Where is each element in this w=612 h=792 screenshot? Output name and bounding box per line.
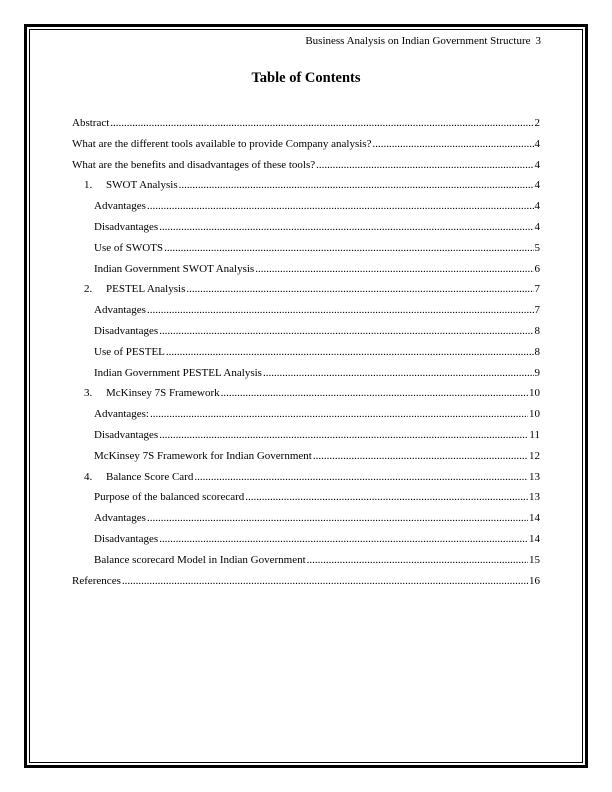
toc-entry[interactable] [72,117,540,138]
toc-entry-text: Disadvantages [94,324,159,337]
toc-entry-text: Indian Government SWOT Analysis [94,262,255,275]
toc-entry-text: McKinsey 7S Framework [106,387,220,400]
toc-entry-page: 14 [529,532,540,545]
toc-dot-leader [186,283,533,295]
toc-entry[interactable] [72,533,540,554]
toc-dot-leader [159,533,528,545]
toc-entry-number: 3. [84,387,93,400]
toc-entry[interactable] [72,512,540,533]
toc-entry-text: Purpose of the balanced scorecard [94,491,245,504]
toc-entry[interactable] [72,387,540,408]
toc-entry[interactable] [72,221,540,242]
toc-entry-text: What are the benefits and disadvantages of these tools? [72,158,316,171]
toc-entry-text: Disadvantages [94,220,159,233]
toc-dot-leader [255,263,533,275]
toc-entry-page: 7 [534,304,540,317]
toc-entry-text: Use of PESTEL [94,345,165,358]
toc-entry[interactable] [72,283,540,304]
toc-dot-leader [110,117,533,129]
toc-entry[interactable] [72,138,540,159]
table-of-contents [72,117,540,595]
toc-entry-page: 10 [529,387,540,400]
toc-entry-number: 2. [84,283,93,296]
toc-entry-page: 11 [529,428,540,441]
toc-entry[interactable] [72,263,540,284]
toc-title: Table of Contents [251,70,361,86]
page-number: 3 [535,35,541,47]
toc-entry[interactable] [72,575,540,596]
toc-entry-text: Advantages [94,200,146,213]
toc-entry-text: PESTEL Analysis [106,283,186,296]
toc-entry[interactable] [72,408,540,429]
toc-entry-text: Use of SWOTS [94,241,164,254]
toc-entry-text: Advantages [94,512,146,525]
toc-dot-leader [245,491,528,503]
toc-dot-leader [122,575,528,587]
toc-entry-text: Balance Score Card [106,470,194,483]
running-header-title: Business Analysis on Indian Government Structure [305,35,531,47]
toc-dot-leader [221,387,528,399]
toc-entry-page: 14 [529,512,540,525]
toc-dot-leader [150,408,528,420]
toc-entry-text: What are the different tools available to provide Company analysis? [72,137,372,150]
toc-entry-number: 4. [84,470,93,483]
toc-entry-page: 6 [534,262,540,275]
toc-entry[interactable] [72,554,540,575]
toc-entry-text: Disadvantages [94,428,159,441]
toc-dot-leader [147,512,528,524]
toc-dot-leader [159,429,528,441]
toc-dot-leader [313,450,528,462]
toc-dot-leader [159,325,533,337]
toc-entry-page: 9 [534,366,540,379]
toc-dot-leader [179,179,534,191]
toc-entry-page: 2 [534,117,540,129]
toc-entry-page: 8 [534,345,540,358]
toc-dot-leader [194,471,528,483]
toc-entry-number: 1. [84,179,93,192]
toc-dot-leader [159,221,533,233]
toc-dot-leader [307,554,528,566]
toc-entry[interactable] [72,304,540,325]
toc-entry[interactable] [72,471,540,492]
toc-entry[interactable] [72,242,540,263]
toc-entry-text: Balance scorecard Model in Indian Government [94,553,306,566]
toc-entry-page: 13 [529,470,540,483]
toc-entry-page: 8 [534,324,540,337]
toc-entry-page: 13 [529,491,540,504]
toc-dot-leader [166,346,534,358]
toc-dot-leader [147,304,534,316]
toc-entry-page: 4 [534,220,540,233]
toc-entry-text: References [72,574,121,587]
toc-entry[interactable] [72,159,540,180]
toc-entry[interactable] [72,491,540,512]
toc-entry[interactable] [72,429,540,450]
toc-entry-page: 4 [534,200,540,213]
toc-entry[interactable] [72,200,540,221]
toc-dot-leader [164,242,533,254]
toc-entry[interactable] [72,346,540,367]
toc-entry-page: 15 [529,553,540,566]
toc-entry-page: 4 [534,137,540,150]
toc-entry-text: Disadvantages [94,532,159,545]
toc-entry-page: 7 [534,283,540,296]
toc-entry-text: Indian Government PESTEL Analysis [94,366,262,379]
toc-entry-page: 16 [529,574,540,587]
toc-entry[interactable] [72,179,540,200]
toc-entry-page: 10 [529,408,540,421]
toc-entry[interactable] [72,367,540,388]
toc-dot-leader [147,200,534,212]
toc-entry-text: Advantages [94,304,146,317]
toc-entry-text: Advantages: [94,408,149,421]
toc-entry-text: McKinsey 7S Framework for Indian Government [94,449,312,462]
toc-entry-text: SWOT Analysis [106,179,178,192]
toc-entry[interactable] [72,325,540,346]
toc-dot-leader [372,138,533,150]
toc-entry-page: 12 [529,449,540,462]
toc-entry-page: 4 [534,158,540,171]
toc-entry-page: 5 [534,241,540,254]
toc-dot-leader [316,159,533,171]
toc-entry-page: 4 [534,179,540,192]
toc-entry[interactable] [72,450,540,471]
toc-entry-text: Abstract [72,117,110,129]
toc-dot-leader [263,367,534,379]
running-header [305,35,541,47]
